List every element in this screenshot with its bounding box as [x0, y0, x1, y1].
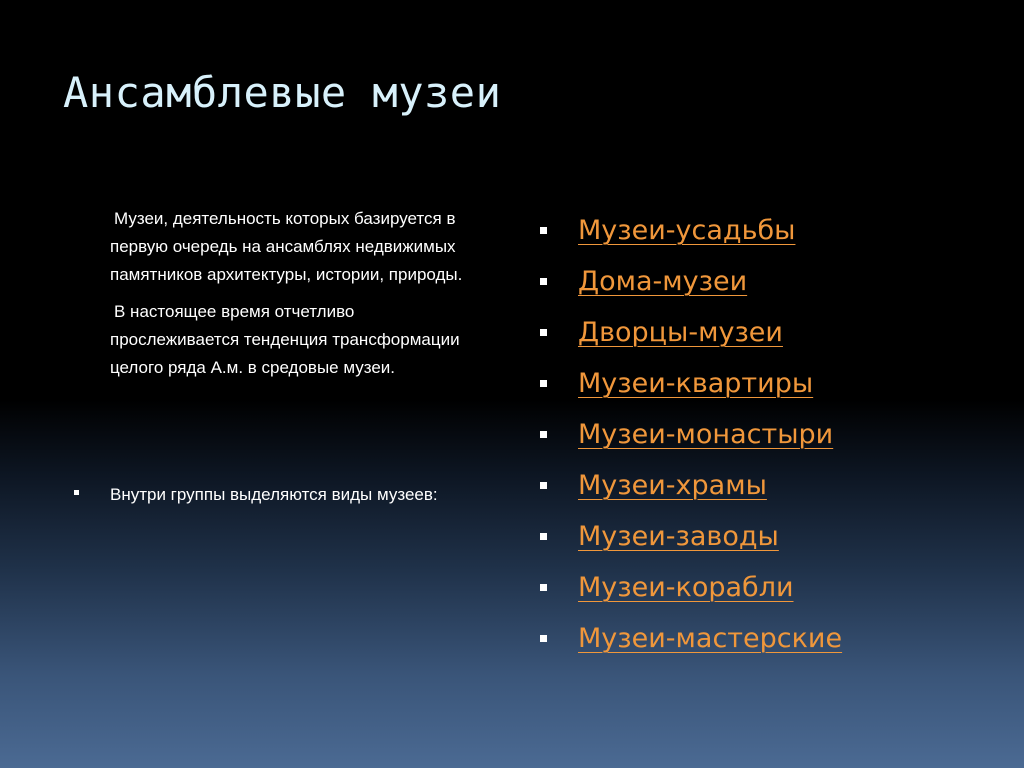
link-ship-museums[interactable]: Музеи-корабли: [578, 572, 794, 603]
square-bullet-icon: [540, 278, 547, 285]
square-bullet-icon: [540, 431, 547, 438]
link-apartment-museums[interactable]: Музеи-квартиры: [578, 368, 814, 399]
list-item: [540, 562, 842, 613]
museum-types-list: [540, 205, 842, 664]
square-bullet-icon: [540, 329, 547, 336]
list-item: [540, 205, 842, 256]
list-item: [540, 613, 842, 664]
list-item: [540, 409, 842, 460]
group-types-bullet-text: Внутри группы выделяются виды музеев:: [110, 485, 438, 504]
list-item: [540, 460, 842, 511]
link-monastery-museums[interactable]: Музеи-монастыри: [578, 419, 834, 450]
list-item: [540, 511, 842, 562]
square-bullet-icon: [540, 482, 547, 489]
description-block: [110, 205, 480, 382]
link-house-museums[interactable]: Дома-музеи: [578, 266, 748, 297]
list-item: [540, 256, 842, 307]
link-museum-estates[interactable]: Музеи-усадьбы: [578, 215, 796, 246]
link-palace-museums[interactable]: Дворцы-музеи: [578, 317, 783, 348]
description-paragraph-1: Музеи, деятельность которых базируется в первую очередь на ансамблях недвижимых памятников архитектуры, истории, природы.: [110, 209, 463, 284]
square-bullet-icon: [540, 533, 547, 540]
description-paragraph-2: В настоящее время отчетливо прослеживается тенденция трансформации целого ряда А.м. в средовые музеи.: [110, 302, 460, 377]
list-item: [540, 358, 842, 409]
link-workshop-museums[interactable]: Музеи-мастерские: [578, 623, 843, 654]
list-item: [540, 307, 842, 358]
square-bullet-icon: [74, 490, 79, 495]
square-bullet-icon: [540, 584, 547, 591]
slide-title: Ансамблевые музеи: [63, 68, 502, 117]
square-bullet-icon: [540, 635, 547, 642]
square-bullet-icon: [540, 227, 547, 234]
link-factory-museums[interactable]: Музеи-заводы: [578, 521, 779, 552]
link-temple-museums[interactable]: Музеи-храмы: [578, 470, 767, 501]
square-bullet-icon: [540, 380, 547, 387]
